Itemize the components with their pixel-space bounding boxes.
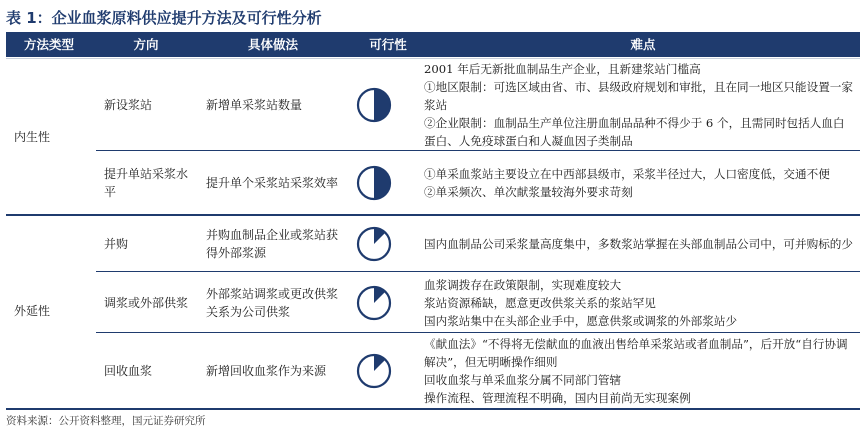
header-feasibility: 可行性 <box>369 37 407 52</box>
group-external-label: 外延性 <box>14 304 51 318</box>
header-difficulty: 难点 <box>630 37 656 52</box>
difficulty-line: 操作流程、管理流程不明确，国内目前尚无实现案例 <box>424 391 691 405</box>
direction-text: 提升单站采浆水平 <box>104 167 189 199</box>
feasibility-harvey-ball <box>356 285 392 321</box>
difficulty-lines <box>424 335 856 407</box>
row-divider <box>6 58 860 59</box>
group-internal-label: 内生性 <box>14 130 51 144</box>
direction-cell <box>104 334 194 408</box>
direction-cell <box>104 273 194 332</box>
feasibility-harvey-ball <box>356 226 392 262</box>
difficulty-line: ②企业限制：血制品生产单位注册血制品品种不得少于 6 个，且需同时包括人血白蛋白、人免疫球蛋白和人凝血因子类制品 <box>424 116 845 148</box>
difficulty-line: 浆站资源稀缺，愿意更改供浆关系的浆站罕见 <box>424 295 656 310</box>
feasibility-harvey-ball <box>356 87 392 123</box>
direction-text: 新设浆站 <box>104 98 153 112</box>
direction-cell <box>104 216 194 271</box>
approach-cell <box>206 273 342 332</box>
table-bottom-border <box>6 408 860 410</box>
approach-cell <box>206 216 342 271</box>
approach-cell <box>206 334 342 408</box>
approach-text: 提升单个采浆站采浆效率 <box>206 176 339 190</box>
approach-text: 外部浆站调浆或更改供浆关系为公司供浆 <box>206 286 339 319</box>
row-divider <box>96 150 860 151</box>
difficulty-line: 血浆调拨存在政策限制，实现难度较大 <box>424 277 622 292</box>
difficulty-line: 《献血法》“不得将无偿献血的血液出售给单采浆站或者血制品”，后开放“自行协调解决”，但无明晰操作细则 <box>424 337 848 369</box>
table-title: 表 1：企业血浆原料供应提升方法及可行性分析 <box>6 9 322 27</box>
direction-cell <box>104 152 194 214</box>
difficulty-line: ②单采频次、单次献浆量较海外要求苛刻 <box>424 185 633 199</box>
difficulty-lines <box>424 165 830 201</box>
harvey-ball-fill <box>374 167 390 199</box>
harvey-ball-fill <box>374 89 390 121</box>
approach-text: 并购血制品企业或浆站获得外部浆源 <box>206 227 339 260</box>
difficulty-line: ①地区限制：可选区域由省、市、县级政府规划和审批，且在同一地区只能设置一家浆站 <box>424 80 853 112</box>
approach-cell <box>206 152 342 214</box>
difficulty-line: 2001 年后无新批血制品生产企业，且新建浆站门槛高 <box>424 62 701 76</box>
difficulty-line: ①单采血浆站主要设立在中西部县级市，采浆半径过大，人口密度低，交通不便 <box>424 167 830 181</box>
direction-text: 回收血浆 <box>104 364 153 378</box>
header-approach: 具体做法 <box>247 37 298 52</box>
difficulty-cell <box>424 60 856 150</box>
table-header <box>6 32 860 57</box>
group-internal <box>14 60 94 214</box>
direction-text: 并购 <box>104 236 129 251</box>
difficulty-lines <box>424 276 737 330</box>
difficulty-line: 国内浆站集中在头部企业手中，愿意供浆或调浆的外部浆站少 <box>424 313 738 328</box>
group-external <box>14 216 94 406</box>
source-note: 资料来源：公开资料整理，国元证券研究所 <box>6 415 206 427</box>
approach-text: 新增单采浆站数量 <box>206 98 303 112</box>
difficulty-cell <box>424 152 856 214</box>
difficulty-line: 回收血浆与单采血浆分属不同部门管辖 <box>424 373 622 387</box>
difficulty-lines <box>424 60 856 150</box>
feasibility-harvey-ball <box>356 165 392 201</box>
row-divider <box>96 271 860 272</box>
difficulty-lines <box>424 235 853 253</box>
approach-cell <box>206 60 342 150</box>
row-divider <box>96 332 860 333</box>
header-method-type: 方法类型 <box>23 37 74 52</box>
difficulty-cell <box>424 273 856 332</box>
feasibility-harvey-ball <box>356 353 392 389</box>
header-direction: 方向 <box>133 37 159 52</box>
approach-text: 新增回收血浆作为来源 <box>206 364 327 378</box>
direction-text: 调浆或外部供浆 <box>104 295 189 310</box>
direction-cell <box>104 60 194 150</box>
difficulty-cell <box>424 216 856 271</box>
difficulty-line: 国内血制品公司采浆量高度集中，多数浆站掌握在头部血制品公司中，可并购标的少 <box>424 236 853 251</box>
difficulty-cell <box>424 334 856 408</box>
